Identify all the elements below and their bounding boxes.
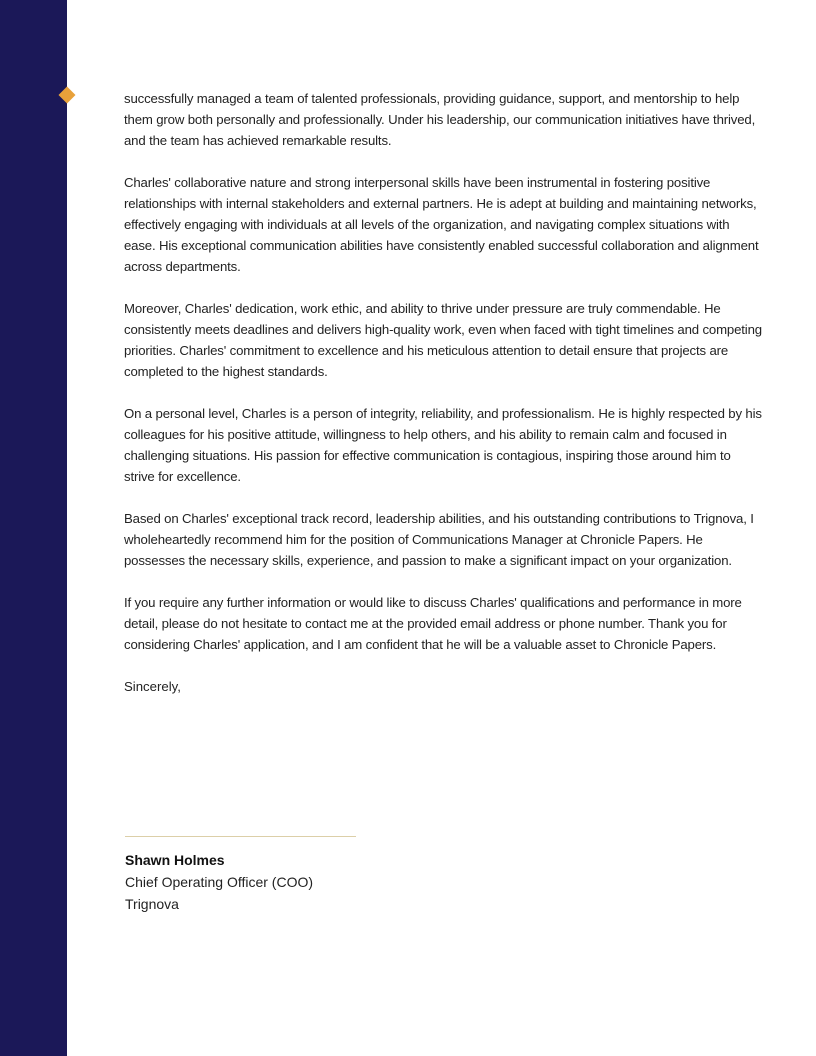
paragraph-work-ethic: Moreover, Charles' dedication, work ethic, and ability to thrive under pressure are truly commendable. He consistently meets deadlines and delivers high-quality work, even when faced with tight timelines and competing priorities. Charles' commitment to excellence and his meticulous attention to detail ensure that projects are completed to the highest standards. xyxy=(124,301,762,379)
signer-title: Chief Operating Officer (COO) xyxy=(125,874,314,890)
closing-salutation: Sincerely, xyxy=(124,679,181,694)
signer-name: Shawn Holmes xyxy=(125,852,225,868)
paragraph-leadership: successfully managed a team of talented professionals, providing guidance, support, and mentorship to help them grow both personally and professionally. Under his leadership, our communication initiatives have thrived, and the team has achieved remarkable results. xyxy=(124,91,756,148)
paragraph-collaboration: Charles' collaborative nature and strong interpersonal skills have been instrumental in fostering positive relationships with internal stakeholders and external partners. He is adept at building and maintaining networks, effectively engaging with individuals at all levels of the organization, and navigating complex situations with ease. His exceptional communication abilities have consistently enabled successful collaboration and alignment across departments. xyxy=(124,175,759,274)
signer-company: Trignova xyxy=(125,896,179,912)
paragraph-recommendation: Based on Charles' exceptional track record, leadership abilities, and his outstanding contributions to Trignova, I wholeheartedly recommend him for the position of Communications Manager at Chronicle Papers. He possesses the necessary skills, experience, and passion to make a significant impact on your organization. xyxy=(124,511,754,568)
paragraph-personal: On a personal level, Charles is a person of integrity, reliability, and professionalism. He is highly respected by his colleagues for his positive attitude, willingness to help others, and his ability to remain calm and focused in challenging situations. His passion for effective communication is contagious, inspiring those around him to strive for excellence. xyxy=(124,406,762,484)
signature-line xyxy=(125,836,356,837)
signature-block xyxy=(125,836,357,915)
letter-body xyxy=(124,88,764,697)
sidebar-band xyxy=(0,0,67,1056)
paragraph-contact: If you require any further information or would like to discuss Charles' qualifications and performance in more detail, please do not hesitate to contact me at the provided email address or phone number. Thank you for considering Charles' application, and I am confident that he will be a valuable asset to Chronicle Papers. xyxy=(124,595,742,652)
